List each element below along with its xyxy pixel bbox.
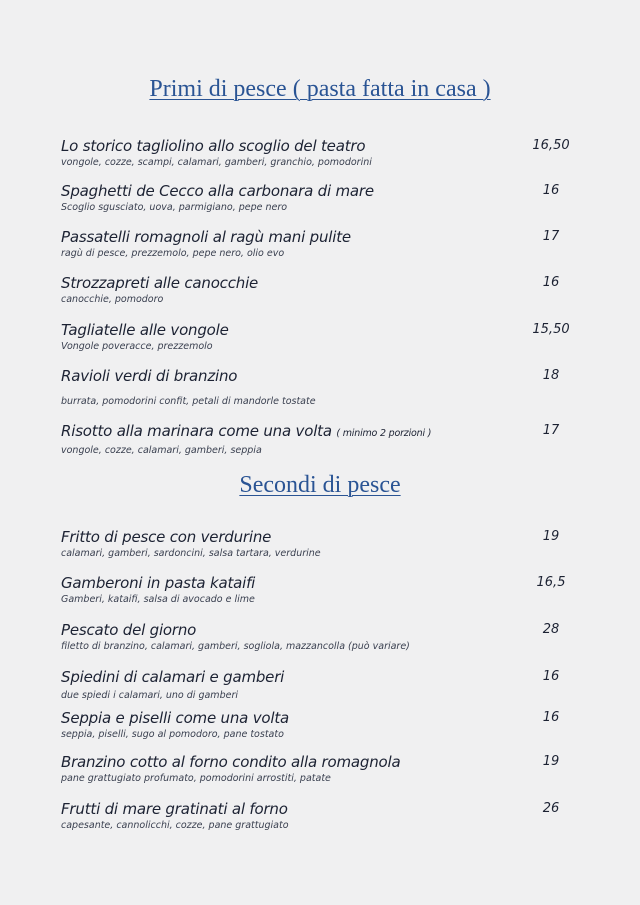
item-name: Spaghetti de Cecco alla carbonara di mare xyxy=(61,182,374,200)
item-note: ( minimo 2 porzioni ) xyxy=(336,428,432,439)
item-price: 17 xyxy=(542,229,560,244)
item-description: Vongole poveracce, prezzemolo xyxy=(61,341,213,352)
section-title-text: Secondi di pesce xyxy=(239,472,401,498)
section-title-secondi xyxy=(0,472,640,499)
menu-item xyxy=(61,182,581,214)
menu-item xyxy=(61,528,581,560)
item-name-row xyxy=(61,422,581,443)
menu-item xyxy=(61,621,581,653)
item-name: Gamberoni in pasta kataifi xyxy=(61,574,256,592)
item-description: vongole, cozze, calamari, gamberi, seppia xyxy=(61,445,262,456)
section-title-text: Primi di pesce ( pasta fatta in casa ) xyxy=(149,76,491,102)
item-description: pane grattugiato profumato, pomodorini arrostiti, patate xyxy=(61,773,331,784)
item-price: 16 xyxy=(542,183,560,198)
item-price: 19 xyxy=(542,754,560,769)
menu-item xyxy=(61,574,581,606)
item-description: Gamberi, kataifi, salsa di avocado e lime xyxy=(61,594,255,605)
item-price: 16 xyxy=(542,669,560,684)
menu-item xyxy=(61,228,581,260)
item-name: Ravioli verdi di branzino xyxy=(61,367,238,385)
item-price: 19 xyxy=(542,529,560,544)
item-price: 28 xyxy=(542,622,560,637)
menu-item xyxy=(61,422,581,457)
item-description: calamari, gamberi, sardoncini, salsa tartara, verdurine xyxy=(61,548,321,559)
item-description: burrata, pomodorini confit, petali di mandorle tostate xyxy=(61,396,316,407)
item-name: Risotto alla marinara come una volta xyxy=(61,422,332,440)
item-description: vongole, cozze, scampi, calamari, gamberi, granchio, pomodorini xyxy=(61,157,372,168)
item-description: due spiedi i calamari, uno di gamberi xyxy=(61,690,238,701)
item-name: Pescato del giorno xyxy=(61,621,197,639)
item-name: Branzino cotto al forno condito alla romagnola xyxy=(61,753,401,771)
menu-item xyxy=(61,709,581,741)
item-price: 17 xyxy=(542,423,560,438)
item-name: Lo storico tagliolino allo scoglio del teatro xyxy=(61,137,366,155)
item-description: Scoglio sgusciato, uova, parmigiano, pepe nero xyxy=(61,202,288,213)
item-name: Strozzapreti alle canocchie xyxy=(61,274,259,292)
item-description: seppia, piselli, sugo al pomodoro, pane tostato xyxy=(61,729,284,740)
item-description: ragù di pesce, prezzemolo, pepe nero, olio evo xyxy=(61,248,285,259)
item-description: capesante, cannolicchi, cozze, pane grattugiato xyxy=(61,820,289,831)
item-price: 15,50 xyxy=(532,322,570,337)
item-description: filetto di branzino, calamari, gamberi, sogliola, mazzancolla (può variare) xyxy=(61,641,410,652)
section-title-primi xyxy=(0,76,640,103)
menu-item xyxy=(61,137,581,169)
item-name: Passatelli romagnoli al ragù mani pulite xyxy=(61,228,351,246)
item-price: 18 xyxy=(542,368,560,383)
item-price: 16 xyxy=(542,710,560,725)
menu-item xyxy=(61,668,581,702)
item-name: Spiedini di calamari e gamberi xyxy=(61,668,285,686)
item-name: Fritto di pesce con verdurine xyxy=(61,528,272,546)
menu-item xyxy=(61,367,581,408)
item-price: 26 xyxy=(542,801,560,816)
menu-item xyxy=(61,321,581,353)
item-name: Frutti di mare gratinati al forno xyxy=(61,800,288,818)
item-price: 16,5 xyxy=(536,575,566,590)
menu-item xyxy=(61,753,581,785)
item-price: 16,50 xyxy=(532,138,570,153)
item-name: Seppia e piselli come una volta xyxy=(61,709,290,727)
item-price: 16 xyxy=(542,275,560,290)
menu-item xyxy=(61,274,581,306)
menu-item xyxy=(61,800,581,832)
item-description: canocchie, pomodoro xyxy=(61,294,164,305)
item-name: Tagliatelle alle vongole xyxy=(61,321,229,339)
